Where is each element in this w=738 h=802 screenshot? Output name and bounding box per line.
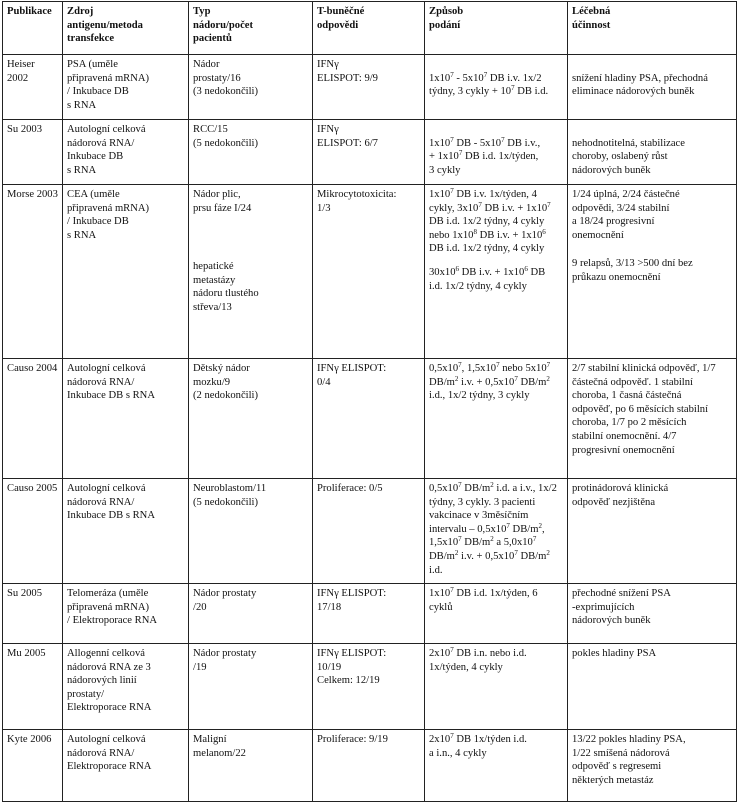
- header-cell: Zdroj antigenu/metoda transfekce: [63, 2, 189, 55]
- cell-odpovedi: IFNγ ELISPOT: 10/19 Celkem: 12/19: [313, 644, 425, 730]
- table-row: [3, 730, 737, 802]
- cell-ucinnost: 2/7 stabilní klinická odpověď, 1/7 částečná odpověď. 1 stabilní choroba, 1 časná částečná odpověď, po 6 měsících stabilní choroba, 1/7 po 2 měsících stabilní onemocnění. 4/7 progresivní onemocnění: [568, 359, 737, 479]
- header-cell: Publikace: [3, 2, 63, 55]
- cell-publikace: Heiser 2002: [3, 55, 63, 120]
- header-cell: Léčebná účinnost: [568, 2, 737, 55]
- clinical-trials-table: [2, 1, 737, 802]
- cell-publikace: Su 2003: [3, 120, 63, 185]
- cell-publikace: Morse 2003: [3, 185, 63, 359]
- table-row: [3, 479, 737, 584]
- header-row: [3, 2, 737, 55]
- table-row: [3, 120, 737, 185]
- cell-typ: Dětský nádor mozku/9 (2 nedokončili): [189, 359, 313, 479]
- cell-odpovedi: Proliferace: 0/5: [313, 479, 425, 584]
- cell-podani: $1x10^7$ DB - $5x10^7$ DB i.v., + $1x10^7$ DB i.d. 1x/týden, 3 cykly: [425, 120, 568, 185]
- cell-odpovedi: IFNγ ELISPOT: 6/7: [313, 120, 425, 185]
- cell-ucinnost: protinádorová klinická odpověď nezjištěna: [568, 479, 737, 584]
- cell-podani: $0,5x10^7$ $DB/m^2$ i.d. a i.v., 1x/2 týdny, 3 cykly. 3 pacienti vakcinace v 3měsíčním intervalu – $0,5x10^7$ $DB/m^2$, $1,5x10^7$ $DB/m^2$ a $5,0x10^7$ $DB/m^2$ i.v. + $0,5x10^7$ $DB/m^2$ i.d.: [425, 479, 568, 584]
- cell-ucinnost: přechodné snížení PSA -exprimujících nádorových buněk: [568, 584, 737, 644]
- table-row: [3, 584, 737, 644]
- cell-odpovedi: IFNγ ELISPOT: 17/18: [313, 584, 425, 644]
- cell-zdroj: CEA (uměle připravená mRNA) / Inkubace DB s RNA: [63, 185, 189, 359]
- cell-ucinnost: nehodnotitelná, stabilizace choroby, oslabený růst nádorových buněk: [568, 120, 737, 185]
- cell-typ: Nádor prostaty /20: [189, 584, 313, 644]
- cell-publikace: Su 2005: [3, 584, 63, 644]
- ucinnost-part-1: 1/24 úplná, 2/24 částečné odpovědi, 3/24 stabilní a 18/24 progresivní onemocnění: [572, 189, 680, 241]
- header-cell: Typ nádoru/počet pacientů: [189, 2, 313, 55]
- cell-typ: RCC/15 (5 nedokončili): [189, 120, 313, 185]
- cell-zdroj: Autologní celková nádorová RNA/ Inkubace DB s RNA: [63, 479, 189, 584]
- cell-odpovedi: Proliferace: 9/19: [313, 730, 425, 802]
- cell-ucinnost: [568, 185, 737, 359]
- cell-publikace: Mu 2005: [3, 644, 63, 730]
- table-row: [3, 55, 737, 120]
- header-cell: Způsob podání: [425, 2, 568, 55]
- cell-odpovedi: IFNγ ELISPOT: 0/4: [313, 359, 425, 479]
- cell-publikace: Causo 2005: [3, 479, 63, 584]
- cell-zdroj: Telomeráza (uměle připravená mRNA) / Elektroporace RNA: [63, 584, 189, 644]
- cell-zdroj: Autologní celková nádorová RNA/ Inkubace DB s RNA: [63, 120, 189, 185]
- table-row: [3, 359, 737, 479]
- cell-ucinnost: pokles hladiny PSA: [568, 644, 737, 730]
- typ-part-2: hepatické metastázy nádoru tlustého střeva/13: [193, 261, 259, 313]
- cell-typ: Nádor prostaty/16 (3 nedokončili): [189, 55, 313, 120]
- cell-podani: $1x10^7$ DB i.d. 1x/týden, 6 cyklů: [425, 584, 568, 644]
- podani-part-2: $30x10^6$ DB i.v. + $1x10^6$ DB i.d. 1x/2 týdny, 4 cykly: [429, 264, 546, 292]
- cell-typ: Nádor prostaty /19: [189, 644, 313, 730]
- table-row: [3, 185, 737, 359]
- cell-typ: Maligní melanom/22: [189, 730, 313, 802]
- cell-odpovedi: Mikrocytotoxicita: 1/3: [313, 185, 425, 359]
- cell-zdroj: Autologní celková nádorová RNA/ Inkubace DB s RNA: [63, 359, 189, 479]
- cell-podani: $0,5x10^7$, $1,5x10^7$ nebo $5x10^7$ $DB/m^2$ i.v. + $0,5x10^7$ $DB/m^2$ i.d., 1x/2 týdny, 3 cykly: [425, 359, 568, 479]
- cell-odpovedi: IFNγ ELISPOT: 9/9: [313, 55, 425, 120]
- cell-publikace: Causo 2004: [3, 359, 63, 479]
- cell-ucinnost: 13/22 pokles hladiny PSA, 1/22 smíšená nádorová odpověď s regresemi některých metastáz: [568, 730, 737, 802]
- podani-part-1: $1x10^7$ DB i.v. 1x/týden, 4 cykly, $3x10^7$ DB i.v. + $1x10^7$ DB i.d. 1x/2 týdny, 4 cykly nebo $1x10^8$ DB i.v. + $1x10^6$ DB i.d. 1x/2 týdny, 4 cykly: [429, 187, 551, 255]
- cell-podani: $1x10^7 - 5x10^7$ DB i.v. 1x/2 týdny, 3 cykly + $10^7$ DB i.d.: [425, 55, 568, 120]
- cell-publikace: Kyte 2006: [3, 730, 63, 802]
- cell-zdroj: PSA (uměle připravená mRNA) / Inkubace DB s RNA: [63, 55, 189, 120]
- table-row: [3, 644, 737, 730]
- cell-podani: [425, 185, 568, 359]
- cell-typ: [189, 185, 313, 359]
- header-cell: T-buněčné odpovědi: [313, 2, 425, 55]
- ucinnost-part-2: 9 relapsů, 3/13 >500 dní bez průkazu onemocnění: [572, 258, 693, 283]
- cell-zdroj: Autologní celková nádorová RNA/ Elektroporace RNA: [63, 730, 189, 802]
- typ-part-1: Nádor plic, prsu fáze I/24: [193, 189, 252, 214]
- cell-podani: $2x10^7$ DB i.n. nebo i.d. 1x/týden, 4 cykly: [425, 644, 568, 730]
- cell-zdroj: Allogenní celková nádorová RNA ze 3 nádorových linií prostaty/ Elektroporace RNA: [63, 644, 189, 730]
- cell-ucinnost: snížení hladiny PSA, přechodná eliminace nádorových buněk: [568, 55, 737, 120]
- cell-podani: $2x10^7$ DB 1x/týden i.d. a i.n., 4 cykly: [425, 730, 568, 802]
- cell-typ: Neuroblastom/11 (5 nedokončili): [189, 479, 313, 584]
